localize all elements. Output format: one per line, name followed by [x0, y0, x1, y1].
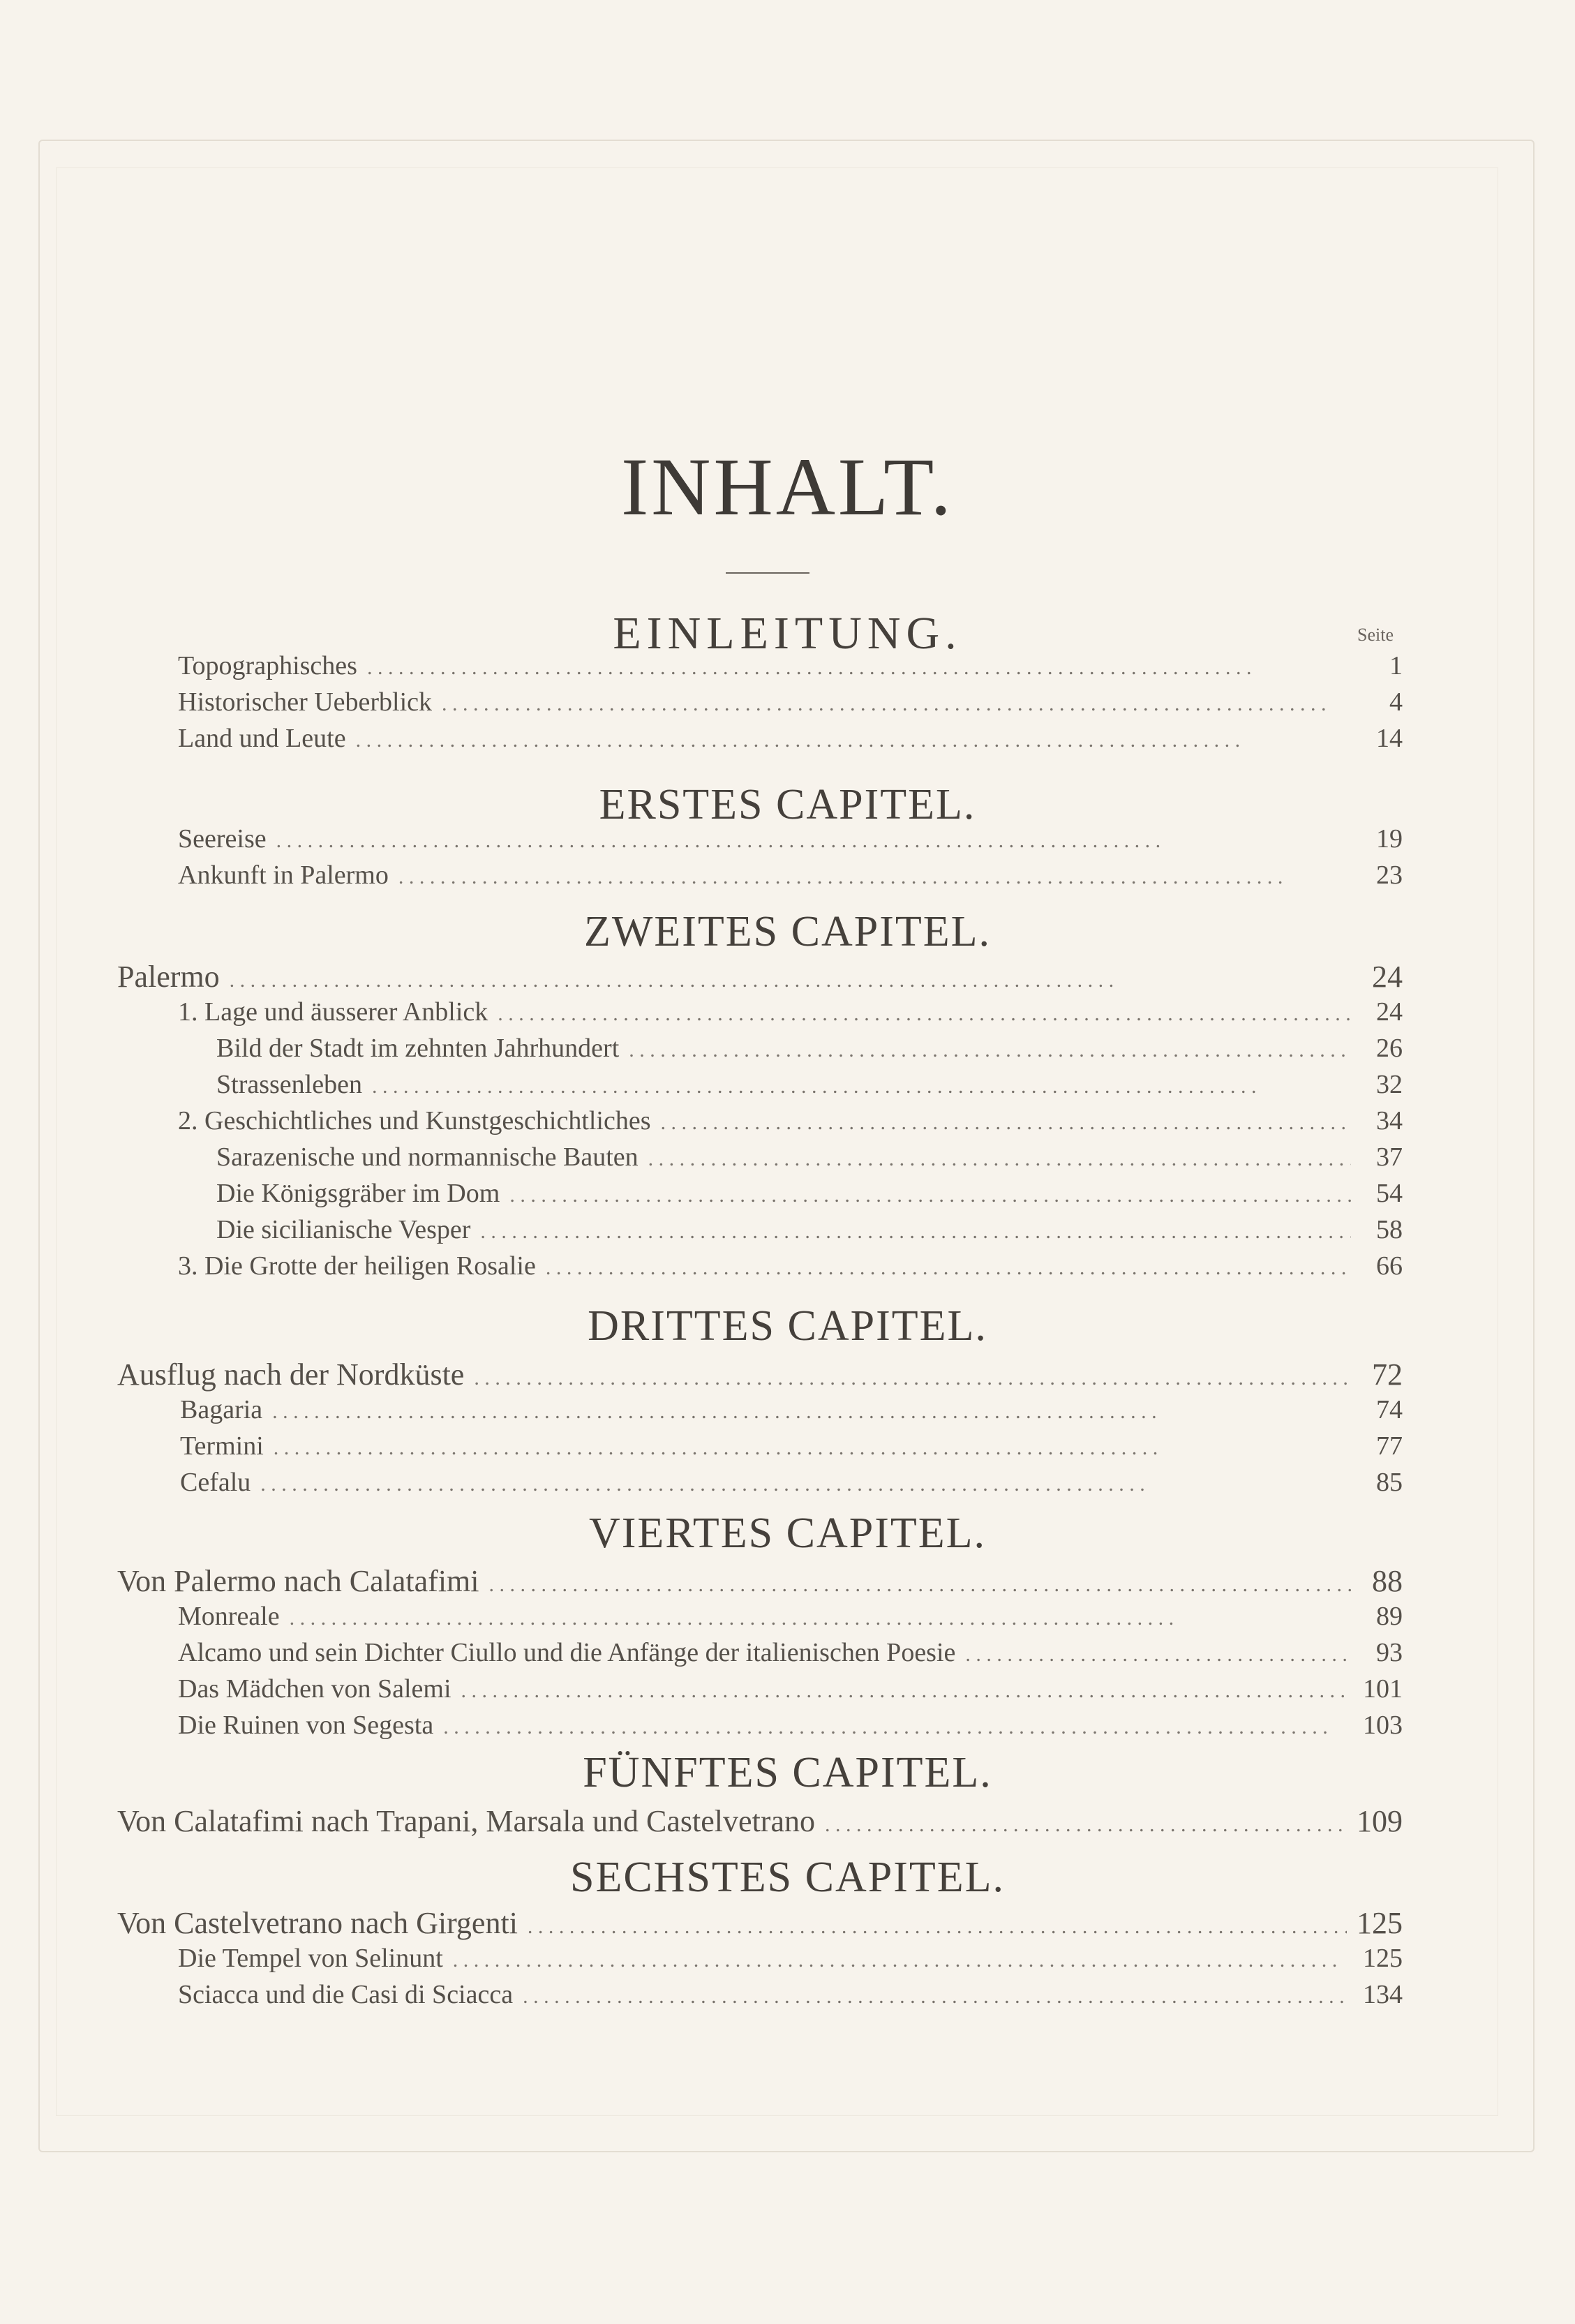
leader-dots	[356, 729, 1351, 752]
toc-entry-page: 26	[1376, 1034, 1403, 1063]
toc-entry-page: 24	[1372, 960, 1403, 994]
leader-dots	[398, 865, 1351, 889]
leader-dots	[453, 1949, 1351, 1972]
toc-entry-label: Cefalu	[180, 1468, 251, 1497]
chapter-heading-einleitung: EINLEITUNG.	[613, 608, 962, 659]
toc-entry[interactable]	[117, 1563, 1403, 1598]
toc-entry-page: 125	[1357, 1906, 1403, 1940]
toc-entry[interactable]	[178, 1251, 1403, 1286]
leader-dots	[648, 1147, 1351, 1171]
toc-entry[interactable]	[178, 723, 1403, 758]
toc-entry-page: 37	[1376, 1142, 1403, 1172]
toc-entry-page: 109	[1357, 1804, 1403, 1838]
leader-dots	[260, 1473, 1351, 1496]
leader-dots	[474, 1366, 1351, 1390]
toc-entry-label: 3. Die Grotte der heiligen Rosalie	[178, 1251, 536, 1281]
leader-dots	[276, 829, 1351, 853]
toc-entry[interactable]	[178, 1674, 1403, 1708]
toc-entry-page: 93	[1376, 1638, 1403, 1667]
chapter-heading-sechstes: SECHSTES CAPITEL.	[569, 1854, 1006, 1901]
toc-entry-label: Land und Leute	[178, 724, 346, 753]
toc-entry-label: 2. Geschichtliches und Kunstgeschichtliches	[178, 1106, 651, 1135]
toc-entry[interactable]	[216, 1214, 1403, 1249]
leader-dots	[629, 1038, 1351, 1062]
toc-entry-page: 66	[1376, 1251, 1403, 1281]
leader-dots	[546, 1256, 1351, 1280]
toc-entry[interactable]	[178, 860, 1403, 895]
toc-entry[interactable]	[178, 687, 1403, 722]
leader-dots	[480, 1220, 1351, 1244]
toc-entry[interactable]	[216, 1178, 1403, 1213]
toc-entry-label: Monreale	[178, 1602, 280, 1631]
toc-entry-label: Die Tempel von Selinunt	[178, 1944, 443, 1973]
toc-entry[interactable]	[117, 1905, 1403, 1940]
toc-entry-page: 103	[1363, 1711, 1403, 1740]
chapter-heading-viertes: VIERTES CAPITEL.	[588, 1510, 987, 1557]
toc-entry-label: Sciacca und die Casi di Sciacca	[178, 1980, 514, 2009]
toc-entry[interactable]	[178, 1601, 1403, 1636]
toc-entry-page: 24	[1376, 997, 1403, 1027]
seite-label: Seite	[1357, 625, 1394, 645]
leader-dots	[443, 1715, 1351, 1739]
toc-entry-label: Die Königsgräber im Dom	[216, 1179, 500, 1208]
toc-entry[interactable]	[117, 959, 1403, 994]
toc-entry-page: 14	[1376, 724, 1403, 753]
toc-entry[interactable]	[180, 1467, 1403, 1502]
toc-entry[interactable]	[216, 1033, 1403, 1068]
toc-entry[interactable]	[178, 1105, 1403, 1140]
toc-entry[interactable]	[180, 1394, 1403, 1429]
toc-entry[interactable]	[117, 1357, 1403, 1392]
leader-dots	[461, 1679, 1351, 1703]
leader-dots	[290, 1607, 1351, 1630]
toc-entry-page: 89	[1376, 1602, 1403, 1631]
toc-entry-label: Strassenleben	[216, 1070, 362, 1099]
toc-entry-label: Bagaria	[180, 1395, 263, 1424]
toc-entry-page: 88	[1372, 1564, 1403, 1598]
leader-dots	[498, 1002, 1351, 1026]
toc-entry[interactable]	[178, 997, 1403, 1031]
leader-dots	[274, 1436, 1351, 1460]
leader-dots	[272, 1400, 1351, 1424]
leader-dots	[230, 969, 1351, 992]
toc-entry-label: Ankunft in Palermo	[178, 861, 389, 890]
toc-entry-page: 58	[1376, 1215, 1403, 1244]
toc-entry[interactable]	[178, 650, 1403, 685]
toc-entry-page: 77	[1376, 1431, 1403, 1461]
toc-entry-label: Von Calatafimi nach Trapani, Marsala und Castelvetrano	[117, 1804, 815, 1838]
toc-entry[interactable]	[178, 1710, 1403, 1745]
toc-entry-label: Die Ruinen von Segesta	[178, 1711, 434, 1740]
toc-entry-label: Historischer Ueberblick	[178, 687, 433, 717]
toc-entry[interactable]	[117, 1803, 1403, 1838]
toc-entry[interactable]	[216, 1069, 1403, 1104]
toc-entry[interactable]	[178, 1943, 1403, 1978]
toc-entry-label: Das Mädchen von Salemi	[178, 1674, 451, 1704]
toc-entry-label: Topographisches	[178, 651, 357, 680]
leader-dots	[442, 692, 1351, 716]
toc-entry-page: 101	[1363, 1674, 1403, 1704]
toc-entry-page: 4	[1389, 687, 1403, 717]
toc-entry[interactable]	[178, 1979, 1403, 2014]
leader-dots	[661, 1111, 1351, 1135]
title-divider	[726, 572, 809, 574]
toc-entry[interactable]	[178, 1637, 1403, 1672]
leader-dots	[489, 1573, 1351, 1597]
toc-entry-page: 134	[1363, 1980, 1403, 2009]
toc-entry[interactable]	[216, 1142, 1403, 1177]
leader-dots	[372, 1075, 1351, 1098]
leader-dots	[367, 656, 1351, 680]
leader-dots	[825, 1813, 1347, 1837]
toc-entry-page: 32	[1376, 1070, 1403, 1099]
toc-entry[interactable]	[178, 824, 1403, 858]
toc-entry-page: 72	[1372, 1357, 1403, 1392]
toc-entry-label: Bild der Stadt im zehnten Jahrhundert	[216, 1034, 620, 1063]
chapter-heading-zweites: ZWEITES CAPITEL.	[583, 908, 991, 955]
leader-dots	[965, 1643, 1351, 1667]
toc-entry-label: Von Palermo nach Calatafimi	[117, 1564, 479, 1598]
chapter-heading-fuenftes: FÜNFTES CAPITEL.	[583, 1749, 992, 1796]
toc-entry-page: 85	[1376, 1468, 1403, 1497]
toc-entry-page: 23	[1376, 861, 1403, 890]
toc-entry-page: 1	[1389, 651, 1403, 680]
toc-entry-label: Alcamo und sein Dichter Ciullo und die Anfänge der italienischen Poesie	[178, 1638, 956, 1667]
chapter-heading-drittes: DRITTES CAPITEL.	[588, 1302, 987, 1350]
page-title: INHALT.	[620, 441, 954, 532]
toc-entry[interactable]	[180, 1431, 1403, 1466]
toc-entry-page: 19	[1376, 824, 1403, 854]
toc-entry-label: Die sicilianische Vesper	[216, 1215, 471, 1244]
toc-entry-page: 74	[1376, 1395, 1403, 1424]
leader-dots	[523, 1985, 1351, 2009]
toc-entry-page: 54	[1376, 1179, 1403, 1208]
toc-entry-page: 125	[1363, 1944, 1403, 1973]
toc-entry-label: 1. Lage und äusserer Anblick	[178, 997, 488, 1027]
toc-entry-label: Von Castelvetrano nach Girgenti	[117, 1906, 518, 1940]
toc-entry-label: Palermo	[117, 960, 220, 994]
toc-entry-label: Ausflug nach der Nordküste	[117, 1357, 465, 1392]
toc-entry-page: 34	[1376, 1106, 1403, 1135]
leader-dots	[528, 1915, 1347, 1939]
toc-entry-label: Seereise	[178, 824, 267, 854]
toc-entry-label: Sarazenische und normannische Bauten	[216, 1142, 639, 1172]
chapter-heading-erstes: ERSTES CAPITEL.	[599, 781, 976, 828]
leader-dots	[509, 1184, 1351, 1207]
toc-entry-label: Termini	[180, 1431, 264, 1461]
